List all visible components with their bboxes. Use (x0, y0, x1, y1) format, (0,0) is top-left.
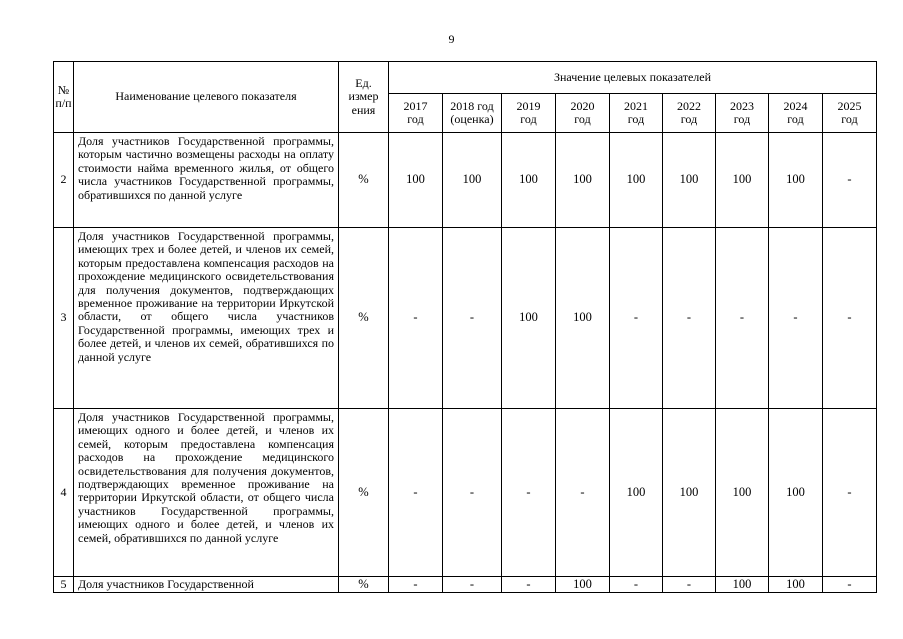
row-number: 3 (54, 228, 74, 409)
row-number: 2 (54, 133, 74, 228)
header-year: 2025 год (823, 94, 877, 133)
value-cell: - (556, 409, 610, 577)
header-year: 2018 год (оценка) (443, 94, 502, 133)
target-indicators-table (53, 61, 877, 593)
header-indicator-name: Наименование целевого показателя (74, 62, 339, 133)
row-number: 4 (54, 409, 74, 577)
value-cell: 100 (769, 409, 823, 577)
value-cell: 100 (663, 409, 716, 577)
value-cell: 100 (556, 133, 610, 228)
value-cell: - (443, 228, 502, 409)
value-cell: 100 (769, 577, 823, 593)
value-cell: - (823, 577, 877, 593)
value-cell: 100 (502, 228, 556, 409)
table-row (54, 228, 877, 409)
value-cell: 100 (610, 409, 663, 577)
header-num: № п/п (54, 62, 74, 133)
value-cell: 100 (556, 228, 610, 409)
value-cell: 100 (443, 133, 502, 228)
header-unit: Ед. измер ения (339, 62, 389, 133)
table-row (54, 577, 877, 593)
value-cell: 100 (716, 577, 769, 593)
value-cell: - (389, 228, 443, 409)
indicator-name: Доля участников Государственной программы, имеющих одного и более детей, и членов их семей, которым предоставлена компенсация расходов на прохождение медицинского освидетельствования для получения документов, подтверждающих временное проживание на территории Иркутской области, от общего числа участников Государственной программы, имеющих одного и более детей, и членов их семей, обратившихся по данной услуге (74, 409, 339, 577)
row-number: 5 (54, 577, 74, 593)
header-year: 2024 год (769, 94, 823, 133)
value-cell: - (502, 409, 556, 577)
unit-cell: % (339, 133, 389, 228)
value-cell: 100 (556, 577, 610, 593)
value-cell: 100 (769, 133, 823, 228)
value-cell: 100 (716, 133, 769, 228)
table-row (54, 133, 877, 228)
value-cell: 100 (502, 133, 556, 228)
value-cell: - (823, 409, 877, 577)
value-cell: 100 (389, 133, 443, 228)
value-cell: 100 (716, 409, 769, 577)
value-cell: 100 (610, 133, 663, 228)
unit-cell: % (339, 409, 389, 577)
header-year: 2022 год (663, 94, 716, 133)
value-cell: - (716, 228, 769, 409)
value-cell: - (663, 228, 716, 409)
value-cell: - (389, 577, 443, 593)
table-row (54, 409, 877, 577)
header-row-top (54, 62, 877, 94)
value-cell: - (663, 577, 716, 593)
header-year: 2020 год (556, 94, 610, 133)
header-values-group: Значение целевых показателей (389, 62, 877, 94)
indicator-name: Доля участников Государственной (74, 577, 339, 593)
value-cell: - (610, 228, 663, 409)
value-cell: - (502, 577, 556, 593)
header-year: 2019 год (502, 94, 556, 133)
header-year: 2023 год (716, 94, 769, 133)
value-cell: - (389, 409, 443, 577)
value-cell: - (443, 409, 502, 577)
page-number: 9 (448, 32, 455, 46)
value-cell: 100 (663, 133, 716, 228)
header-year: 2021 год (610, 94, 663, 133)
indicator-name: Доля участников Государственной программы, которым частично возмещены расходы на оплату стоимости найма временного жилья, от общего числа участников Государственной программы, обратившихся по данной услуге (74, 133, 339, 228)
value-cell: - (769, 228, 823, 409)
value-cell: - (610, 577, 663, 593)
value-cell: - (823, 228, 877, 409)
indicator-name: Доля участников Государственной программы, имеющих трех и более детей, и членов их семей, которым предоставлена компенсация расходов на прохождение медицинского освидетельствования для получения документов, подтверждающих временное проживание на территории Иркутской области, от общего числа участников Государственной программы, имеющих трех и более детей, и членов их семей, обратившихся по данной услуге (74, 228, 339, 409)
unit-cell: % (339, 577, 389, 593)
header-year: 2017 год (389, 94, 443, 133)
value-cell: - (823, 133, 877, 228)
value-cell: - (443, 577, 502, 593)
unit-cell: % (339, 228, 389, 409)
